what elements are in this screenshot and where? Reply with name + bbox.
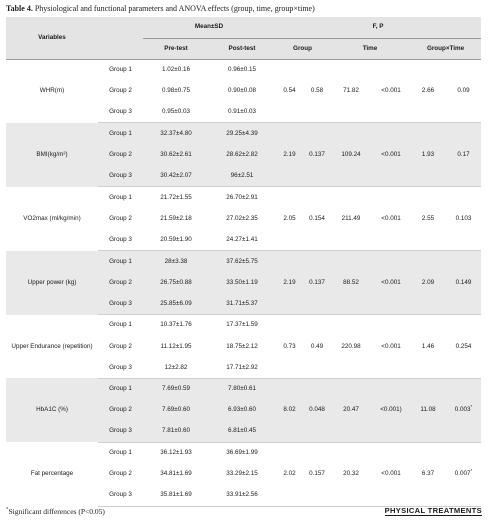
table-caption bbox=[6, 4, 488, 14]
group-p-value: 0.137 bbox=[304, 144, 330, 165]
time-p-value: <0.001 bbox=[372, 464, 410, 485]
empty-cell bbox=[446, 485, 481, 506]
empty-cell bbox=[304, 251, 330, 272]
empty-cell bbox=[446, 165, 481, 186]
empty-cell bbox=[372, 102, 410, 123]
posttest-value: 6.93±0.60 bbox=[209, 400, 275, 421]
variable-name: HbA1C (%) bbox=[6, 378, 98, 442]
gxt-p-cell bbox=[446, 336, 481, 357]
empty-cell bbox=[275, 378, 304, 399]
variable-name: Upper Endurance (repetition) bbox=[6, 315, 98, 379]
posttest-value: 17.37±1.59 bbox=[209, 315, 275, 336]
empty-cell bbox=[304, 293, 330, 314]
pretest-value: 34.81±1.69 bbox=[143, 464, 209, 485]
empty-cell bbox=[275, 102, 304, 123]
gxt-p-value: 0.007 bbox=[454, 470, 471, 478]
empty-cell bbox=[275, 442, 304, 463]
posttest-value: 96±2.51 bbox=[209, 165, 275, 186]
empty-cell bbox=[275, 59, 304, 80]
table-row bbox=[6, 251, 481, 272]
time-f-value: 109.24 bbox=[330, 144, 372, 165]
posttest-value: 27.02±2.35 bbox=[209, 208, 275, 229]
empty-cell bbox=[446, 123, 481, 144]
variable-name: Fat percentage bbox=[6, 442, 98, 506]
group-label: Group 1 bbox=[98, 59, 143, 80]
group-label: Group 2 bbox=[98, 208, 143, 229]
gxt-f-value: 1.46 bbox=[410, 336, 446, 357]
gxt-f-value: 1.93 bbox=[410, 144, 446, 165]
time-p-value: <0.001 bbox=[372, 80, 410, 101]
header-mean-sd: Mean±SD bbox=[143, 17, 275, 38]
empty-cell bbox=[304, 357, 330, 378]
gxt-f-value: 2.09 bbox=[410, 272, 446, 293]
empty-cell bbox=[304, 123, 330, 144]
time-f-value: 20.32 bbox=[330, 464, 372, 485]
empty-cell bbox=[410, 485, 446, 506]
group-label: Group 3 bbox=[98, 102, 143, 123]
time-f-value: 71.82 bbox=[330, 80, 372, 101]
empty-cell bbox=[446, 421, 481, 442]
header-variables: Variables bbox=[6, 17, 98, 59]
header-group: Group bbox=[275, 38, 330, 59]
empty-cell bbox=[372, 421, 410, 442]
variable-name: WHR(m) bbox=[6, 59, 98, 123]
group-p-value: 0.137 bbox=[304, 272, 330, 293]
posttest-value: 36.69±1.99 bbox=[209, 442, 275, 463]
time-f-value: 88.52 bbox=[330, 272, 372, 293]
empty-cell bbox=[372, 293, 410, 314]
pretest-value: 36.12±1.93 bbox=[143, 442, 209, 463]
empty-cell bbox=[330, 357, 372, 378]
empty-cell bbox=[304, 102, 330, 123]
pretest-value: 0.95±0.03 bbox=[143, 102, 209, 123]
header-f-p: F, P bbox=[275, 17, 481, 38]
group-label: Group 2 bbox=[98, 144, 143, 165]
empty-cell bbox=[275, 123, 304, 144]
empty-cell bbox=[446, 251, 481, 272]
posttest-value: 37.62±5.75 bbox=[209, 251, 275, 272]
gxt-p-cell bbox=[446, 272, 481, 293]
empty-cell bbox=[275, 357, 304, 378]
gxt-p-value: 0.254 bbox=[455, 342, 472, 350]
posttest-value: 26.70±2.91 bbox=[209, 187, 275, 208]
posttest-value: 33.91±2.56 bbox=[209, 485, 275, 506]
table-row bbox=[6, 442, 481, 463]
group-label: Group 2 bbox=[98, 400, 143, 421]
pretest-value: 7.81±0.60 bbox=[143, 421, 209, 442]
pretest-value: 10.37±1.76 bbox=[143, 315, 209, 336]
group-p-value: 0.048 bbox=[304, 400, 330, 421]
time-p-value: <0.001 bbox=[372, 144, 410, 165]
empty-cell bbox=[446, 59, 481, 80]
pretest-value: 21.72±1.55 bbox=[143, 187, 209, 208]
header-time: Time bbox=[330, 38, 410, 59]
empty-cell bbox=[410, 251, 446, 272]
empty-cell bbox=[372, 357, 410, 378]
group-f-value: 2.19 bbox=[275, 272, 304, 293]
empty-cell bbox=[275, 293, 304, 314]
footnote-mark: * bbox=[6, 507, 9, 513]
empty-cell bbox=[372, 378, 410, 399]
time-p-value: <0.001 bbox=[372, 336, 410, 357]
empty-cell bbox=[446, 442, 481, 463]
pretest-value: 0.98±0.75 bbox=[143, 80, 209, 101]
group-label: Group 2 bbox=[98, 80, 143, 101]
pretest-value: 12±2.82 bbox=[143, 357, 209, 378]
pretest-value: 25.85±6.09 bbox=[143, 293, 209, 314]
empty-cell bbox=[275, 315, 304, 336]
group-label: Group 1 bbox=[98, 315, 143, 336]
header-posttest: Post-test bbox=[209, 38, 275, 59]
empty-cell bbox=[330, 315, 372, 336]
table-row bbox=[6, 378, 481, 399]
empty-cell bbox=[446, 315, 481, 336]
group-label: Group 2 bbox=[98, 272, 143, 293]
empty-cell bbox=[275, 165, 304, 186]
empty-cell bbox=[410, 229, 446, 250]
gxt-p-cell bbox=[446, 208, 481, 229]
posttest-value: 6.81±0.45 bbox=[209, 421, 275, 442]
empty-cell bbox=[330, 251, 372, 272]
empty-cell bbox=[275, 187, 304, 208]
empty-cell bbox=[372, 442, 410, 463]
empty-cell bbox=[304, 485, 330, 506]
group-p-value: 0.49 bbox=[304, 336, 330, 357]
pretest-value: 32.37±4.80 bbox=[143, 123, 209, 144]
gxt-p-cell bbox=[446, 464, 481, 485]
empty-cell bbox=[330, 485, 372, 506]
empty-cell bbox=[410, 315, 446, 336]
empty-cell bbox=[330, 378, 372, 399]
pretest-value: 26.75±0.88 bbox=[143, 272, 209, 293]
header-group-x-time: Group×Time bbox=[410, 38, 481, 59]
empty-cell bbox=[372, 251, 410, 272]
empty-cell bbox=[446, 378, 481, 399]
empty-cell bbox=[330, 187, 372, 208]
footnote-text: Significant differences (P<0.05) bbox=[8, 507, 105, 516]
table-title: Physiological and functional parameters and ANOVA effects (group, time, group×time) bbox=[32, 4, 315, 13]
pretest-value: 1.02±0.16 bbox=[143, 59, 209, 80]
results-table bbox=[6, 17, 481, 507]
empty-cell bbox=[410, 293, 446, 314]
empty-cell bbox=[275, 229, 304, 250]
gxt-p-value: 0.17 bbox=[457, 150, 470, 158]
empty-cell bbox=[410, 357, 446, 378]
group-f-value: 8.02 bbox=[275, 400, 304, 421]
posttest-value: 17.71±2.92 bbox=[209, 357, 275, 378]
gxt-p-value: 0.103 bbox=[455, 214, 472, 222]
empty-cell bbox=[410, 421, 446, 442]
gxt-p-cell bbox=[446, 400, 481, 421]
pretest-value: 35.81±1.69 bbox=[143, 485, 209, 506]
group-p-value: 0.157 bbox=[304, 464, 330, 485]
pretest-value: 7.69±0.59 bbox=[143, 378, 209, 399]
group-f-value: 2.02 bbox=[275, 464, 304, 485]
posttest-value: 0.90±0.08 bbox=[209, 80, 275, 101]
posttest-value: 18.75±2.12 bbox=[209, 336, 275, 357]
gxt-p-cell bbox=[446, 80, 481, 101]
group-f-value: 2.05 bbox=[275, 208, 304, 229]
gxt-f-value: 2.66 bbox=[410, 80, 446, 101]
variable-block bbox=[6, 187, 481, 251]
posttest-value: 33.29±2.15 bbox=[209, 464, 275, 485]
variable-block bbox=[6, 378, 481, 442]
empty-cell bbox=[410, 187, 446, 208]
empty-cell bbox=[330, 59, 372, 80]
empty-cell bbox=[410, 59, 446, 80]
group-label: Group 3 bbox=[98, 485, 143, 506]
empty-cell bbox=[275, 421, 304, 442]
empty-cell bbox=[446, 357, 481, 378]
pretest-value: 11.12±1.95 bbox=[143, 336, 209, 357]
footnote bbox=[6, 507, 105, 516]
empty-cell bbox=[410, 123, 446, 144]
gxt-f-value: 2.55 bbox=[410, 208, 446, 229]
empty-cell bbox=[304, 442, 330, 463]
group-label: Group 2 bbox=[98, 464, 143, 485]
empty-cell bbox=[330, 421, 372, 442]
time-f-value: 20.47 bbox=[330, 400, 372, 421]
group-label: Group 1 bbox=[98, 442, 143, 463]
variable-block bbox=[6, 59, 481, 123]
empty-cell bbox=[330, 442, 372, 463]
gxt-f-value: 6.37 bbox=[410, 464, 446, 485]
table-row bbox=[6, 123, 481, 144]
empty-cell bbox=[304, 315, 330, 336]
table-label: Table 4. bbox=[6, 4, 33, 13]
time-f-value: 220.98 bbox=[330, 336, 372, 357]
empty-cell bbox=[304, 229, 330, 250]
empty-cell bbox=[410, 378, 446, 399]
empty-cell bbox=[410, 102, 446, 123]
pretest-value: 7.69±0.60 bbox=[143, 400, 209, 421]
group-label: Group 1 bbox=[98, 378, 143, 399]
empty-cell bbox=[446, 229, 481, 250]
posttest-value: 29.25±4.39 bbox=[209, 123, 275, 144]
empty-cell bbox=[372, 165, 410, 186]
time-f-value: 211.49 bbox=[330, 208, 372, 229]
posttest-value: 33.50±1.19 bbox=[209, 272, 275, 293]
empty-cell bbox=[304, 59, 330, 80]
empty-cell bbox=[275, 251, 304, 272]
group-f-value: 2.19 bbox=[275, 144, 304, 165]
empty-cell bbox=[372, 187, 410, 208]
empty-cell bbox=[330, 293, 372, 314]
empty-cell bbox=[330, 123, 372, 144]
table-row bbox=[6, 187, 481, 208]
posttest-value: 0.96±0.15 bbox=[209, 59, 275, 80]
group-label: Group 1 bbox=[98, 123, 143, 144]
empty-cell bbox=[446, 187, 481, 208]
group-label: Group 3 bbox=[98, 165, 143, 186]
empty-cell bbox=[446, 102, 481, 123]
posttest-value: 24.27±1.41 bbox=[209, 229, 275, 250]
empty-cell bbox=[330, 229, 372, 250]
time-p-value: <0.001 bbox=[372, 208, 410, 229]
variable-block bbox=[6, 123, 481, 187]
significance-mark: * bbox=[470, 404, 473, 410]
group-label: Group 3 bbox=[98, 293, 143, 314]
group-p-value: 0.154 bbox=[304, 208, 330, 229]
pretest-value: 28±3.38 bbox=[143, 251, 209, 272]
empty-cell bbox=[410, 165, 446, 186]
empty-cell bbox=[372, 123, 410, 144]
group-label: Group 3 bbox=[98, 357, 143, 378]
group-f-value: 0.54 bbox=[275, 80, 304, 101]
gxt-p-value: 0.09 bbox=[457, 86, 470, 94]
empty-cell bbox=[304, 421, 330, 442]
table-row bbox=[6, 59, 481, 80]
significance-mark: * bbox=[470, 468, 473, 474]
empty-cell bbox=[446, 293, 481, 314]
gxt-p-value: 0.003 bbox=[454, 406, 471, 414]
posttest-value: 0.91±0.03 bbox=[209, 102, 275, 123]
variable-name: VO2max (ml/kg/min) bbox=[6, 187, 98, 251]
empty-cell bbox=[304, 187, 330, 208]
table-header bbox=[6, 17, 481, 59]
header-pretest: Pre-test bbox=[143, 38, 209, 59]
empty-cell bbox=[372, 59, 410, 80]
empty-cell bbox=[372, 229, 410, 250]
time-p-value: <0.001 bbox=[372, 272, 410, 293]
posttest-value: 31.71±5.37 bbox=[209, 293, 275, 314]
gxt-f-value: 11.08 bbox=[410, 400, 446, 421]
empty-cell bbox=[372, 315, 410, 336]
variable-name: Upper power (kg) bbox=[6, 251, 98, 315]
variable-block bbox=[6, 251, 481, 315]
pretest-value: 30.62±2.61 bbox=[143, 144, 209, 165]
gxt-p-cell bbox=[446, 144, 481, 165]
empty-cell bbox=[330, 165, 372, 186]
group-label: Group 3 bbox=[98, 229, 143, 250]
empty-cell bbox=[304, 165, 330, 186]
table-row bbox=[6, 315, 481, 336]
group-label: Group 1 bbox=[98, 187, 143, 208]
empty-cell bbox=[372, 485, 410, 506]
empty-cell bbox=[410, 442, 446, 463]
journal-logo: PHYSICAL TREATMENTS bbox=[384, 506, 482, 515]
header-group-column bbox=[98, 17, 143, 59]
variable-block bbox=[6, 315, 481, 379]
variable-block bbox=[6, 442, 481, 506]
empty-cell bbox=[304, 378, 330, 399]
empty-cell bbox=[330, 102, 372, 123]
pretest-value: 20.59±1.90 bbox=[143, 229, 209, 250]
posttest-value: 7.80±0.61 bbox=[209, 378, 275, 399]
posttest-value: 28.62±2.82 bbox=[209, 144, 275, 165]
time-p-value: <0.001) bbox=[372, 400, 410, 421]
empty-cell bbox=[275, 485, 304, 506]
pretest-value: 30.42±2.07 bbox=[143, 165, 209, 186]
group-label: Group 1 bbox=[98, 251, 143, 272]
group-f-value: 0.73 bbox=[275, 336, 304, 357]
pretest-value: 21.59±2.18 bbox=[143, 208, 209, 229]
group-p-value: 0.58 bbox=[304, 80, 330, 101]
variable-name: BMI(kg/m²) bbox=[6, 123, 98, 187]
group-label: Group 3 bbox=[98, 421, 143, 442]
group-label: Group 2 bbox=[98, 336, 143, 357]
gxt-p-value: 0.149 bbox=[455, 278, 472, 286]
